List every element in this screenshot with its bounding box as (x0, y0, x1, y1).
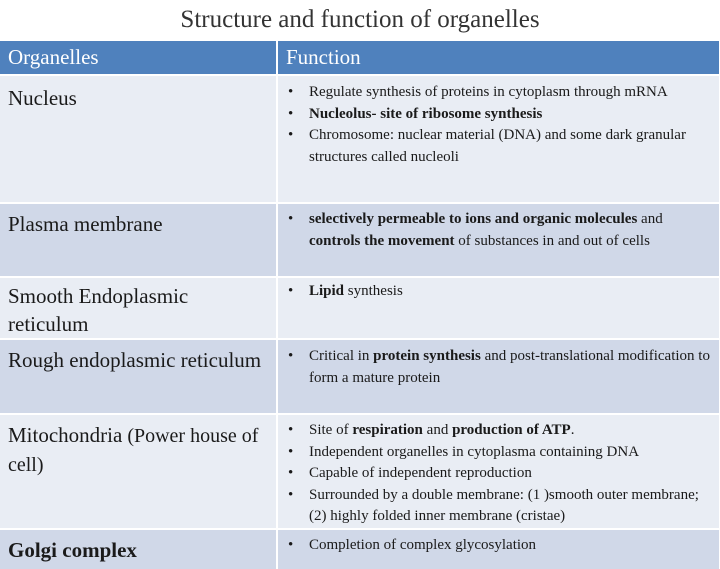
organelle-name: Smooth Endoplasmic reticulum (0, 277, 277, 339)
table-row-smooth-er (0, 277, 720, 339)
function-cell (277, 75, 720, 203)
organelle-name: Nucleus (0, 75, 277, 203)
organelle-name: Rough endoplasmic reticulum (0, 339, 277, 414)
function-item: • Independent organelles in cytoplasma containing DNA (286, 442, 713, 464)
function-cell (277, 203, 720, 277)
function-item: • Site of respiration and production of ATP. (286, 420, 713, 442)
organelles-table (0, 41, 720, 569)
function-item: • Regulate synthesis of proteins in cytoplasm through mRNA (286, 82, 713, 104)
header-function: Function (277, 41, 720, 75)
function-item: • selectively permeable to ions and organic molecules and controls the movement of substances in and out of cells (286, 209, 713, 252)
function-cell (277, 529, 720, 569)
table-row-golgi (0, 529, 720, 569)
function-cell (277, 339, 720, 414)
function-cell (277, 414, 720, 529)
function-item: • Critical in protein synthesis and post-translational modification to form a mature protein (286, 346, 713, 389)
table-row-plasma-membrane (0, 203, 720, 277)
header-organelles: Organelles (0, 41, 277, 75)
page-title: Structure and function of organelles (180, 6, 540, 33)
organelle-name: Golgi complex (0, 529, 277, 569)
function-item: • Lipid synthesis (286, 281, 713, 303)
organelle-name: Plasma membrane (0, 203, 277, 277)
table-row-nucleus (0, 75, 720, 203)
function-item: • Capable of independent reproduction (286, 463, 713, 485)
function-item: • Nucleolus- site of ribosome synthesis (286, 104, 713, 126)
function-item: • Surrounded by a double membrane: (1 )smooth outer membrane; (2) highly folded inner membrane (cristae) (286, 485, 713, 528)
table-row-mitochondria (0, 414, 720, 529)
function-item: • Completion of complex glycosylation (286, 535, 713, 557)
organelle-name: Mitochondria (Power house of cell) (0, 414, 277, 529)
function-item: • Chromosome: nuclear material (DNA) and some dark granular structures called nucleoli (286, 125, 713, 168)
table-header-row (0, 41, 720, 75)
table-row-rough-er (0, 339, 720, 414)
function-cell (277, 277, 720, 339)
